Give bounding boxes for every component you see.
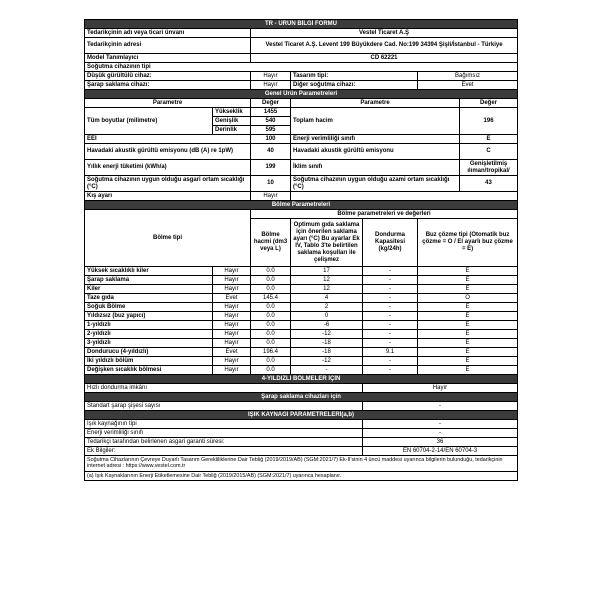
compartment-temp: -12 bbox=[291, 330, 363, 339]
compartment-row bbox=[85, 357, 518, 366]
light-type-label: Işık kaynağının tipi bbox=[85, 420, 363, 429]
compartment-temp: 2 bbox=[291, 303, 363, 312]
compartment-row bbox=[85, 348, 518, 357]
extra-info-label: Ek Bilgiler: bbox=[85, 447, 363, 456]
compartment-present: Hayır bbox=[213, 357, 251, 366]
model-label: Model Tanımlayıcı bbox=[85, 54, 251, 63]
compartment-name: 3-yıldızlı bbox=[85, 339, 213, 348]
compartment-volume: 0.0 bbox=[251, 357, 291, 366]
compartment-present: Evet bbox=[213, 294, 251, 303]
compartment-row bbox=[85, 267, 518, 276]
compartment-rows bbox=[85, 267, 518, 375]
compartment-temp: -6 bbox=[291, 321, 363, 330]
compartment-freeze: - bbox=[363, 330, 418, 339]
compartment-defrost: E bbox=[418, 357, 518, 366]
dimensions-label: Tüm boyutlar (milimetre) bbox=[85, 108, 213, 135]
compartment-defrost: E bbox=[418, 330, 518, 339]
compartment-volume: 0.0 bbox=[251, 339, 291, 348]
energy-class-label: Enerji verimliliği sınıfı bbox=[291, 135, 460, 144]
compartment-defrost: E bbox=[418, 312, 518, 321]
freeze-col-header: Dondurma Kapasitesi (kg/24h) bbox=[363, 219, 418, 267]
total-volume-label: Toplam hacim bbox=[291, 108, 460, 135]
type-row-value: Bağımsız bbox=[418, 72, 518, 81]
compartment-present: Evet bbox=[213, 348, 251, 357]
annual-energy-label: Yıllık enerji tüketimi (kWh/a) bbox=[85, 160, 251, 176]
compartment-volume: 0.0 bbox=[251, 267, 291, 276]
wine-bottles-value: - bbox=[363, 402, 518, 411]
noise-label: Havadaki akustik gürültü emisyonu (dB (A) re 1pW) bbox=[85, 144, 251, 160]
compartment-temp: 12 bbox=[291, 285, 363, 294]
type-row-value: Hayır bbox=[251, 72, 291, 81]
width-value: 540 bbox=[251, 117, 291, 126]
compartment-freeze: - bbox=[363, 312, 418, 321]
defrost-col-header: Buz çözme tipi (Otomatik buz çözme = O / El ayarlı buz çözme = E) bbox=[418, 219, 518, 267]
compartment-freeze: - bbox=[363, 321, 418, 330]
compartment-freeze: - bbox=[363, 285, 418, 294]
compartment-name: 2-yıldızlı bbox=[85, 330, 213, 339]
compartment-volume: 0.0 bbox=[251, 330, 291, 339]
temp-col-header: Optimum gıda saklama için önerilen saklama ayarı (°C) Bu ayarlar Ek IV, Tablo 3'te belirtilen saklama koşulları ile çelişmez bbox=[291, 219, 363, 267]
compartment-defrost: O bbox=[418, 294, 518, 303]
climate-class-value: Genişletilmiş ılıman/tropikal/ bbox=[460, 160, 518, 176]
compartment-name: Soğuk Bölme bbox=[85, 303, 213, 312]
model-value: CD 62221 bbox=[251, 54, 518, 63]
light-type-value: - bbox=[363, 420, 518, 429]
compartment-volume: 145.4 bbox=[251, 294, 291, 303]
compartment-row bbox=[85, 366, 518, 375]
extra-info-value: EN 60704-2-14/EN 60704-3 bbox=[363, 447, 518, 456]
width-label: Genişlik bbox=[213, 117, 251, 126]
depth-label: Derinlik bbox=[213, 126, 251, 135]
noise-class-label: Havadaki akustik gürültü emisyonu bbox=[291, 144, 460, 160]
compartment-temp: - bbox=[291, 366, 363, 375]
total-volume-value: 196 bbox=[460, 108, 518, 135]
compartment-freeze: - bbox=[363, 276, 418, 285]
min-temp-value: 10 bbox=[251, 176, 291, 192]
annual-energy-value: 199 bbox=[251, 160, 291, 176]
climate-class-label: İklim sınıfı bbox=[291, 160, 460, 176]
max-temp-label: Soğutma cihazının uygun olduğu azami ortam sıcaklığı (°C) bbox=[291, 176, 460, 192]
compartment-name: Kiler bbox=[85, 285, 213, 294]
compartment-defrost: E bbox=[418, 303, 518, 312]
wine-header: Şarap saklama cihazları için bbox=[85, 393, 518, 402]
compartment-defrost: E bbox=[418, 321, 518, 330]
light-class-value: - bbox=[363, 429, 518, 438]
empty-cell bbox=[291, 192, 518, 201]
light-regulation-note: (a) Işık Kaynaklarının Enerji Etiketlemesine Dair Tebliğ (2019/2015/AB) (SGM:2021/7) uyarınca hesaplanır. bbox=[85, 471, 518, 480]
compartment-freeze: - bbox=[363, 303, 418, 312]
col-param-header: Parametre bbox=[85, 99, 251, 108]
light-class-label: Enerji verimliliği sınıfı bbox=[85, 429, 363, 438]
compartment-present: Hayır bbox=[213, 276, 251, 285]
product-info-table bbox=[84, 19, 518, 481]
compartment-volume: 0.0 bbox=[251, 312, 291, 321]
compartment-name: Yüksek sıcaklıklı kiler bbox=[85, 267, 213, 276]
fast-freeze-label: Hızlı dondurma imkânı bbox=[85, 384, 363, 393]
compartment-volume: 196.4 bbox=[251, 348, 291, 357]
supplier-name-value: Vestel Ticaret A.Ş bbox=[251, 29, 518, 38]
compartment-defrost: E bbox=[418, 285, 518, 294]
compartment-name: Değişken sıcaklık bölmesi bbox=[85, 366, 213, 375]
compartment-name: Dondurucu (4-yıldızlı) bbox=[85, 348, 213, 357]
compartment-temp: 0 bbox=[291, 312, 363, 321]
height-value: 1455 bbox=[251, 108, 291, 117]
compartment-freeze: 9.1 bbox=[363, 348, 418, 357]
compartment-present: Hayır bbox=[213, 267, 251, 276]
type-row-value: Evet bbox=[418, 81, 518, 90]
wine-bottles-label: Standart şarap şişesi sayısı bbox=[85, 402, 363, 411]
compartment-name: Taze gıda bbox=[85, 294, 213, 303]
compartment-name: Yıldızsız (buz yapıcı) bbox=[85, 312, 213, 321]
compartment-values-header: Bölme parametreleri ve değerleri bbox=[251, 210, 518, 219]
col-value-header: Değer bbox=[460, 99, 518, 108]
compartment-present: Hayır bbox=[213, 303, 251, 312]
supplier-address-value: Vestel Ticaret A.Ş. Levent 199 Büyükdere Cad. No:199 34394 Şişli/İstanbul - Türkiye bbox=[251, 38, 518, 54]
compartment-present: Hayır bbox=[213, 321, 251, 330]
type-row-label: Diğer soğutma cihazı: bbox=[291, 81, 418, 90]
compartment-defrost: E bbox=[418, 348, 518, 357]
warranty-label: Tedarikçi tarafından belirlenen asgari garanti süresi: bbox=[85, 438, 363, 447]
compartment-temp: 4 bbox=[291, 294, 363, 303]
winter-setting-value: Hayır bbox=[251, 192, 291, 201]
warranty-value: 36 bbox=[363, 438, 518, 447]
compartment-freeze: - bbox=[363, 357, 418, 366]
compartment-row bbox=[85, 339, 518, 348]
compartment-temp: -18 bbox=[291, 339, 363, 348]
eei-value: 100 bbox=[251, 135, 291, 144]
compartment-temp: -18 bbox=[291, 348, 363, 357]
compartment-row bbox=[85, 321, 518, 330]
compartment-volume: 0.0 bbox=[251, 321, 291, 330]
compartment-name: 1-yıldızlı bbox=[85, 321, 213, 330]
compartment-row bbox=[85, 303, 518, 312]
compartment-row bbox=[85, 285, 518, 294]
col-value-header: Değer bbox=[251, 99, 291, 108]
compartment-defrost: E bbox=[418, 276, 518, 285]
volume-col-header: Bölme hacmi (dm3 veya L) bbox=[251, 219, 291, 267]
compartment-temp: -12 bbox=[291, 357, 363, 366]
compartment-name: İki yıldızlı bölüm bbox=[85, 357, 213, 366]
compartment-freeze: - bbox=[363, 339, 418, 348]
compartment-row bbox=[85, 312, 518, 321]
compartment-freeze: - bbox=[363, 294, 418, 303]
form-title: TR - ÜRÜN BİLGİ FORMU bbox=[85, 20, 518, 29]
col-param-header: Parametre bbox=[291, 99, 460, 108]
fast-freeze-value: Hayır bbox=[363, 384, 518, 393]
noise-value: 40 bbox=[251, 144, 291, 160]
winter-setting-label: Kış ayarı bbox=[85, 192, 251, 201]
energy-class-value: E bbox=[460, 135, 518, 144]
compartment-temp: 17 bbox=[291, 267, 363, 276]
compartment-volume: 0.0 bbox=[251, 366, 291, 375]
compartment-volume: 0.0 bbox=[251, 285, 291, 294]
supplier-address-label: Tedarikçinin adresi bbox=[85, 38, 251, 54]
noise-class-value: C bbox=[460, 144, 518, 160]
compartment-present: Hayır bbox=[213, 366, 251, 375]
type-row-label: Düşük gürültülü cihaz: bbox=[85, 72, 251, 81]
type-row-label: Şarap saklama cihazı: bbox=[85, 81, 251, 90]
compartment-defrost: E bbox=[418, 339, 518, 348]
max-temp-value: 43 bbox=[460, 176, 518, 192]
compartment-volume: 0.0 bbox=[251, 303, 291, 312]
compartment-params-header: Bölme Parametreleri bbox=[85, 201, 518, 210]
compartment-volume: 0.0 bbox=[251, 276, 291, 285]
supplier-name-label: Tedarikçinin adı veya ticari ünvanı bbox=[85, 29, 251, 38]
height-label: Yükseklik bbox=[213, 108, 251, 117]
compartment-present: Hayır bbox=[213, 339, 251, 348]
product-info-sheet bbox=[84, 19, 517, 481]
min-temp-label: Soğutma cihazının uygun olduğu asgari ortam sıcaklığı (°C) bbox=[85, 176, 251, 192]
compartment-freeze: - bbox=[363, 366, 418, 375]
compartment-present: Hayır bbox=[213, 330, 251, 339]
four-star-header: 4-YILDIZLI BÖLMELER İÇİN bbox=[85, 375, 518, 384]
compartment-present: Hayır bbox=[213, 312, 251, 321]
compartment-defrost: E bbox=[418, 366, 518, 375]
compartment-row bbox=[85, 330, 518, 339]
compartment-row bbox=[85, 276, 518, 285]
compartment-freeze: - bbox=[363, 267, 418, 276]
compartment-type-header: Bölme tipi bbox=[85, 210, 251, 267]
type-row-label: Tasarım tipi: bbox=[291, 72, 418, 81]
compartment-name: Şarap saklama bbox=[85, 276, 213, 285]
regulation-note: Soğutma Cihazlarının Çevreye Duyarlı Tasarım Gerekliliklerine Dair Tebliğ (2019/2019/AB) (SGM:2021/7) Ek-II'sinin 4 üncü maddesi uyarınca bilgilerin bulunduğu, tedarikçinin internet adresi : https://www.vestel.com.tr bbox=[85, 456, 518, 472]
compartment-present: Hayır bbox=[213, 285, 251, 294]
general-params-header: Genel Ürün Parametreleri bbox=[85, 90, 518, 99]
compartment-temp: 12 bbox=[291, 276, 363, 285]
eei-label: EEI bbox=[85, 135, 251, 144]
light-source-header: IŞIK KAYNAĞI PARAMETRELERİ(a,b) bbox=[85, 411, 518, 420]
appliance-type-label: Soğutma cihazının tipi bbox=[85, 63, 518, 72]
type-row-value: Hayır bbox=[251, 81, 291, 90]
depth-value: 595 bbox=[251, 126, 291, 135]
compartment-row bbox=[85, 294, 518, 303]
compartment-defrost: E bbox=[418, 267, 518, 276]
